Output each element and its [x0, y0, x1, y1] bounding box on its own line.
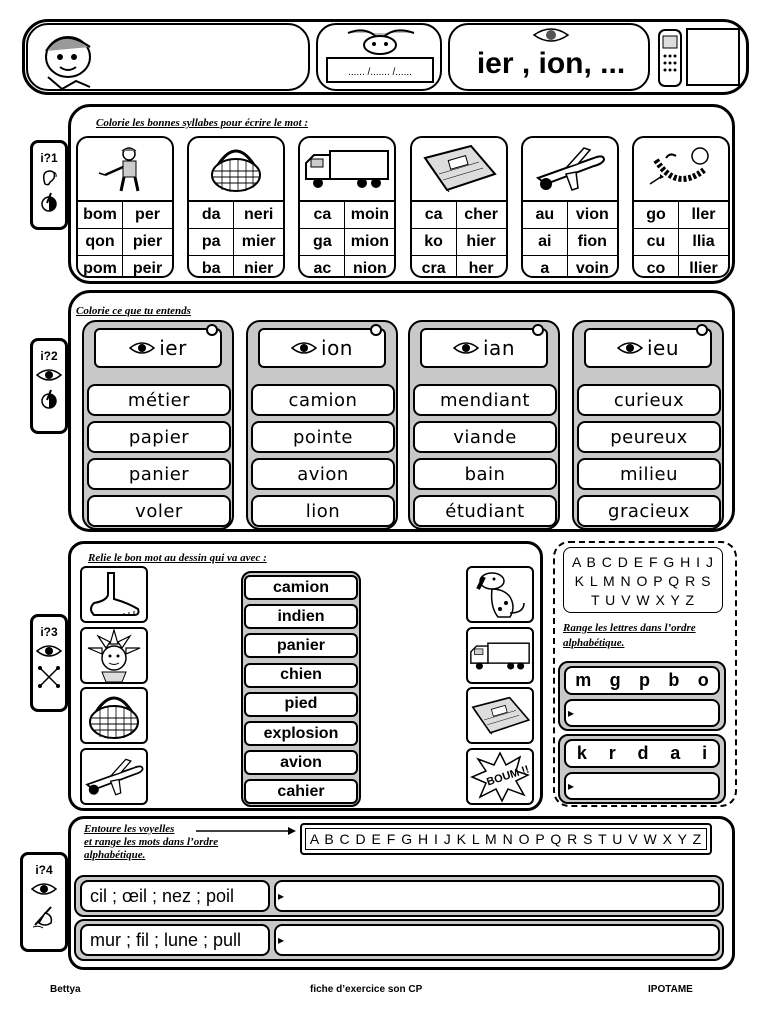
writing-hand-icon [31, 903, 57, 929]
syllable-row [634, 229, 728, 256]
syllable-cell[interactable]: ai [523, 229, 568, 255]
syllable-cell[interactable]: cu [634, 229, 679, 255]
scroll-curl [370, 324, 382, 336]
syllable-cell[interactable]: cher [464, 206, 498, 223]
eye-icon [291, 341, 317, 355]
word-box[interactable]: voler [87, 495, 231, 527]
word-box[interactable]: étudiant [413, 495, 557, 527]
syllable-cell[interactable]: cra [412, 256, 457, 278]
syllable-cell[interactable]: nion [353, 260, 387, 277]
alphabet-line-2: K L M N O P Q R S [574, 573, 712, 589]
alphabet-line-1: A B C D E F G H I J [572, 554, 714, 570]
answer-field[interactable] [564, 699, 720, 727]
sort-words-row [74, 875, 724, 917]
section-3-tag: i?3 [40, 625, 58, 639]
word-box[interactable]: curieux [577, 384, 721, 416]
syllable-cell[interactable]: go [634, 202, 679, 228]
section-3-instruction: Relie le bon mot au dessin qui va avec : [88, 552, 267, 564]
syllable-cell[interactable]: moin [350, 206, 389, 223]
truck-icon [300, 138, 394, 202]
notebook-icon [412, 138, 506, 202]
sort-letter[interactable]: d [637, 743, 649, 763]
word-box[interactable]: viande [413, 421, 557, 453]
airplane-icon [523, 138, 617, 202]
bunny-icon [338, 25, 422, 55]
section-4-instruction-line-3: alphabétique. [84, 849, 146, 861]
header-date-box [316, 23, 442, 91]
syllable-cell[interactable]: mion [350, 233, 389, 250]
syllable-cell[interactable]: pier [132, 233, 163, 250]
syllable-row [189, 256, 283, 278]
boy-mascot-icon [32, 27, 104, 91]
sort-letter[interactable]: p [638, 670, 650, 690]
arrow-icon: ▸ [568, 779, 575, 793]
sound-scroll [246, 320, 398, 530]
footer-right: IPOTAME [648, 984, 693, 995]
word-set: cil ; œil ; nez ; poil [80, 880, 270, 912]
section-1-tag: i?1 [40, 151, 58, 165]
scroll-header [258, 328, 386, 368]
syllable-card [521, 136, 619, 278]
alphabet-strip [300, 823, 712, 855]
syllable-card [187, 136, 285, 278]
explosion-text: BOUM !! [485, 763, 531, 789]
basket-icon [189, 138, 283, 202]
color-pencil-icon [39, 388, 59, 410]
syllable-cell[interactable]: neri [244, 206, 274, 223]
eye-icon [35, 367, 63, 383]
syllable-cell[interactable]: ba [189, 256, 234, 278]
word-box[interactable]: gracieux [577, 495, 721, 527]
letter-row [564, 739, 720, 768]
eye-icon [453, 341, 479, 355]
sound-label: ion [321, 336, 353, 360]
header-title-box [448, 23, 650, 91]
syllable-cell[interactable]: bom [78, 202, 123, 228]
syllable-cell[interactable]: hier [466, 233, 496, 250]
sound-scroll [82, 320, 234, 530]
syllable-card [632, 136, 730, 278]
link-lines-icon [37, 665, 61, 689]
firefighter-icon [78, 138, 172, 202]
match-word[interactable]: pied [244, 692, 358, 717]
answer-field[interactable] [274, 924, 720, 956]
section-3-side-tab [30, 614, 68, 712]
syllable-cell[interactable]: ca [412, 202, 457, 228]
sort-letter[interactable]: g [609, 670, 621, 690]
letter-sort-set [558, 661, 726, 731]
syllable-row [78, 256, 172, 278]
phone-icon [656, 28, 684, 88]
syllable-cell[interactable]: qon [78, 229, 123, 255]
match-word[interactable]: indien [244, 604, 358, 629]
sort-letter[interactable]: b [668, 670, 680, 690]
syllable-cell[interactable]: mier [241, 233, 276, 250]
word-box[interactable]: pointe [251, 421, 395, 453]
alphabet-strip-inner: A B C D E F G H I J K L M N O P Q R S T U V W X Y Z [305, 828, 707, 850]
sort-letter[interactable]: k [576, 743, 587, 763]
word-box[interactable]: peureux [577, 421, 721, 453]
syllable-row [78, 202, 172, 229]
section-2-instruction: Colorie ce que tu entends [76, 305, 191, 317]
match-word[interactable]: panier [244, 633, 358, 658]
eye-icon [35, 643, 63, 659]
syllable-cell[interactable]: per [135, 206, 160, 223]
syllable-row [300, 229, 394, 256]
syllable-row [634, 202, 728, 229]
syllable-row [300, 202, 394, 229]
syllable-cell[interactable]: ko [412, 229, 457, 255]
syllable-row [412, 256, 506, 278]
syllable-cell[interactable]: llier [689, 260, 718, 277]
letter-sort-set [558, 734, 726, 804]
date-field[interactable]: ...... /....... /...... [326, 57, 434, 83]
scroll-header [94, 328, 222, 368]
sort-letter[interactable]: r [608, 743, 616, 763]
page-title: ier , ion, ... [476, 47, 626, 80]
scroll-curl [696, 324, 708, 336]
sort-letter[interactable]: o [697, 670, 709, 690]
syllable-card [76, 136, 174, 278]
notebook-icon[interactable] [466, 687, 534, 744]
syllable-cell[interactable]: da [189, 202, 234, 228]
match-word[interactable]: camion [244, 575, 358, 600]
arrow-icon: ▸ [278, 889, 285, 903]
pointer-arrow [196, 826, 296, 836]
section-4-instruction-line-1: Entoure les voyelles [84, 823, 175, 835]
syllable-cell[interactable]: au [523, 202, 568, 228]
alphabet-reference [563, 547, 723, 613]
syllable-cell[interactable]: llia [692, 233, 715, 250]
syllable-cell[interactable]: ca [300, 202, 345, 228]
explosion-icon[interactable] [466, 748, 534, 805]
sound-label: ieu [646, 336, 680, 360]
necklace-icon [634, 138, 728, 202]
match-word[interactable]: chien [244, 663, 358, 688]
scroll-header [420, 328, 548, 368]
eye-icon [30, 881, 58, 897]
word-set: mur ; fil ; lune ; pull [80, 924, 270, 956]
section-1-instruction: Colorie les bonnes syllabes pour écrire le mot : [96, 117, 309, 129]
sound-scroll [572, 320, 724, 530]
syllable-cell[interactable]: ac [300, 256, 345, 278]
match-word[interactable]: explosion [244, 721, 358, 746]
syllable-cell[interactable]: pom [78, 256, 123, 278]
section-2-side-tab [30, 338, 68, 434]
syllable-cell[interactable]: a [523, 256, 568, 278]
syllable-row [189, 229, 283, 256]
answer-field[interactable] [274, 880, 720, 912]
section-4-tag: i?4 [35, 863, 53, 877]
color-pencil-icon [39, 191, 59, 213]
airplane-icon[interactable] [80, 748, 148, 805]
syllable-row [412, 229, 506, 256]
footer-center: fiche d’exercice son CP [310, 984, 423, 995]
section-1-side-tab [30, 140, 68, 230]
syllable-row [523, 256, 617, 278]
syllable-row [189, 202, 283, 229]
syllable-cell[interactable]: peir [132, 260, 163, 277]
word-box[interactable]: camion [251, 384, 395, 416]
sort-letter[interactable]: m [575, 670, 592, 690]
header-name-box [26, 23, 310, 91]
syllable-cell[interactable]: co [634, 256, 679, 278]
word-box[interactable]: panier [87, 458, 231, 490]
word-box[interactable]: mendiant [413, 384, 557, 416]
letter-row [564, 666, 720, 695]
alphabet-line-3: T U V W X Y Z [590, 592, 696, 608]
syllable-row [523, 202, 617, 229]
sort-letter[interactable]: i [702, 743, 708, 763]
sound-scroll [408, 320, 560, 530]
match-word[interactable]: cahier [244, 779, 358, 804]
syllable-cell[interactable]: ller [691, 206, 716, 223]
eye-icon [617, 341, 643, 355]
sound-label: ier [159, 336, 187, 360]
syllable-row [78, 229, 172, 256]
ear-icon [39, 168, 59, 188]
syllable-cell[interactable]: her [468, 260, 494, 277]
syllable-row [300, 256, 394, 278]
easel-board [686, 28, 740, 86]
answer-field[interactable] [564, 772, 720, 800]
section-2-tag: i?2 [40, 349, 58, 363]
word-box[interactable]: avion [251, 458, 395, 490]
foot-icon[interactable] [80, 566, 148, 623]
eye-icon [129, 341, 155, 355]
basket-icon[interactable] [80, 687, 148, 744]
match-word[interactable]: avion [244, 750, 358, 775]
syllable-cell[interactable]: nier [244, 260, 274, 277]
arrow-icon: ▸ [278, 933, 285, 947]
syllable-row [523, 229, 617, 256]
word-box[interactable]: papier [87, 421, 231, 453]
word-box[interactable]: lion [251, 495, 395, 527]
sort-words-row [74, 919, 724, 961]
syllable-row [634, 256, 728, 278]
alphabet-instruction: Range les lettres dans l’ordre alphabétique. [563, 622, 696, 649]
syllable-cell[interactable]: ga [300, 229, 345, 255]
syllable-card [410, 136, 508, 278]
sort-letter[interactable]: a [670, 743, 681, 763]
arrow-icon: ▸ [568, 706, 575, 720]
syllable-card [298, 136, 396, 278]
scroll-curl [532, 324, 544, 336]
eye-icon [532, 26, 570, 44]
word-box[interactable]: bain [413, 458, 557, 490]
section-4-side-tab [20, 852, 68, 952]
syllable-cell[interactable]: fion [577, 233, 607, 250]
truck-icon[interactable] [466, 627, 534, 684]
word-box[interactable]: milieu [577, 458, 721, 490]
scroll-curl [206, 324, 218, 336]
indian-icon[interactable] [80, 627, 148, 684]
section-4-instruction-line-2: et range les mots dans l’ordre [84, 836, 219, 848]
word-box[interactable]: métier [87, 384, 231, 416]
footer-left: Bettya [50, 984, 81, 995]
dog-icon[interactable] [466, 566, 534, 623]
syllable-cell[interactable]: pa [189, 229, 234, 255]
syllable-cell[interactable]: vion [575, 206, 609, 223]
sound-label: ian [483, 336, 515, 360]
syllable-row [412, 202, 506, 229]
syllable-cell[interactable]: voin [575, 260, 609, 277]
scroll-header [584, 328, 712, 368]
